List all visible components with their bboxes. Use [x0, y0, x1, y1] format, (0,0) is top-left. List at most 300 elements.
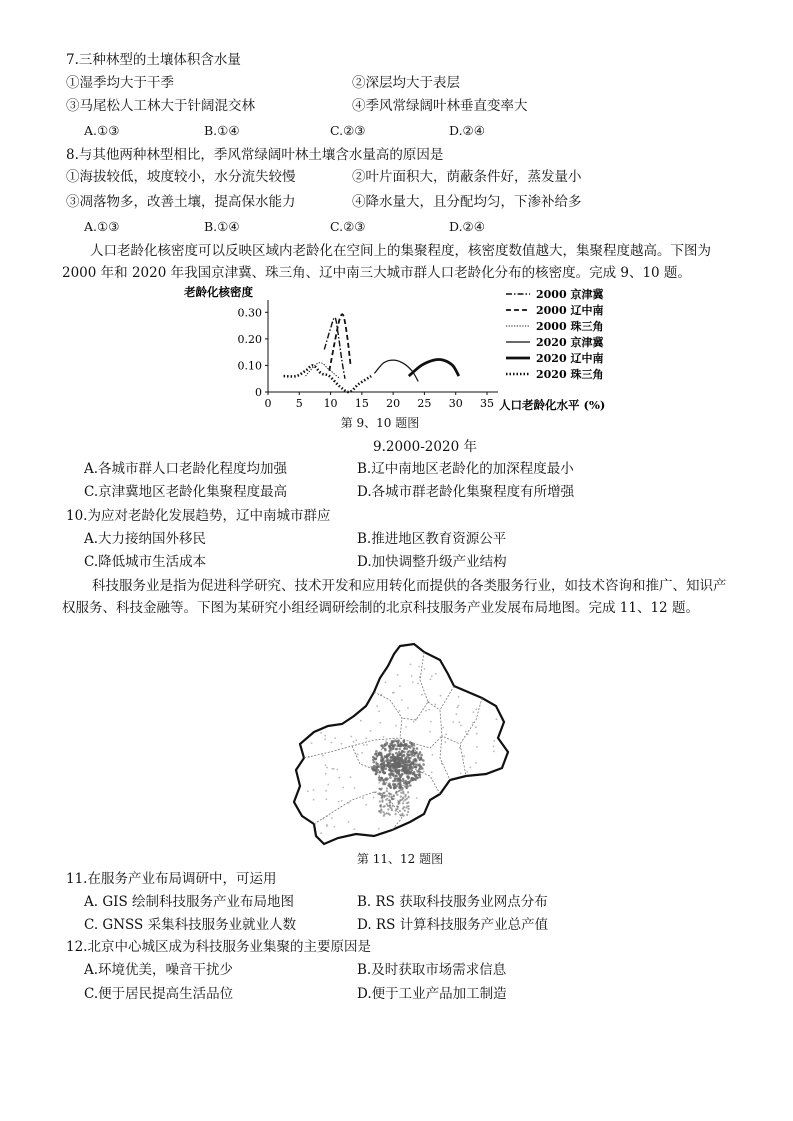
- legend-label: 2020 京津冀: [536, 336, 604, 349]
- service-point: [442, 727, 444, 729]
- service-point: [431, 772, 433, 774]
- service-point: [322, 755, 324, 757]
- service-point: [402, 802, 404, 804]
- service-point: [325, 764, 327, 766]
- service-point: [401, 762, 403, 764]
- service-point: [323, 818, 325, 820]
- service-point: [426, 838, 428, 840]
- service-point: [416, 777, 419, 780]
- service-point: [331, 817, 333, 819]
- service-point: [401, 774, 404, 777]
- service-point: [500, 828, 502, 830]
- service-point: [403, 751, 406, 754]
- service-point: [435, 837, 437, 839]
- service-point: [460, 724, 462, 726]
- q11-choice-d: D. RS 计算科技服务产业总产值: [357, 917, 549, 933]
- service-point: [408, 759, 411, 762]
- q9-choice-a: A.各城市群人口老龄化程度均加强: [84, 461, 288, 477]
- service-point: [375, 773, 378, 776]
- service-point: [374, 754, 376, 756]
- service-point: [380, 694, 382, 696]
- service-point: [486, 777, 488, 779]
- service-point: [313, 799, 315, 801]
- service-point: [418, 773, 421, 776]
- service-point: [407, 791, 409, 793]
- service-point: [378, 782, 380, 784]
- service-point: [385, 777, 388, 780]
- service-point: [387, 762, 390, 765]
- q11-choice-b: B. RS 获取科技服务业网点分布: [357, 894, 548, 910]
- q10-choice-b: B.推进地区教育资源公平: [357, 531, 507, 547]
- service-point: [435, 673, 437, 675]
- service-point: [416, 797, 418, 799]
- service-point: [363, 744, 365, 746]
- service-point: [483, 816, 485, 818]
- service-point: [330, 697, 332, 699]
- service-point: [395, 748, 398, 751]
- service-point: [419, 751, 422, 754]
- service-point: [390, 793, 392, 795]
- service-point: [383, 815, 385, 817]
- service-point: [326, 798, 328, 800]
- service-point: [417, 764, 420, 767]
- service-point: [378, 752, 381, 755]
- x-tick-label: 0: [264, 397, 272, 410]
- service-point: [391, 763, 394, 766]
- service-point: [399, 802, 401, 804]
- service-point: [485, 664, 487, 666]
- service-point: [473, 711, 475, 713]
- service-point: [429, 731, 431, 733]
- service-point: [408, 796, 410, 798]
- service-point: [386, 812, 388, 814]
- service-point: [384, 744, 387, 747]
- x-tick-label: 5: [295, 397, 303, 410]
- service-point: [392, 747, 395, 750]
- service-point: [394, 778, 397, 781]
- service-point: [318, 712, 320, 714]
- q12-choice-c: C.便于居民提高生活品位: [84, 986, 234, 1002]
- service-point: [308, 756, 310, 758]
- service-point: [469, 674, 471, 676]
- legend-label: 2000 京津冀: [536, 288, 604, 301]
- service-point: [305, 693, 307, 695]
- service-point: [396, 808, 398, 810]
- service-point: [399, 810, 401, 812]
- service-point: [311, 742, 313, 744]
- service-point: [411, 769, 414, 772]
- service-point: [441, 763, 443, 765]
- service-point: [403, 740, 406, 743]
- service-point: [307, 790, 309, 792]
- service-point: [398, 766, 401, 769]
- service-point: [305, 730, 307, 732]
- service-point: [388, 792, 390, 794]
- service-point: [428, 709, 430, 711]
- service-point: [487, 668, 489, 670]
- service-point: [392, 753, 395, 756]
- service-point: [491, 820, 493, 822]
- service-point: [380, 789, 382, 791]
- service-point: [385, 767, 388, 770]
- service-point: [348, 802, 350, 804]
- service-point: [399, 685, 401, 687]
- service-point: [396, 780, 399, 783]
- service-point: [362, 797, 364, 799]
- service-point: [310, 671, 312, 673]
- service-point: [408, 754, 411, 757]
- q10-choice-c: C.降低城市生活成本: [84, 554, 207, 570]
- service-point: [387, 808, 389, 810]
- service-point: [378, 776, 381, 779]
- service-point: [310, 714, 312, 716]
- service-point: [399, 757, 402, 760]
- service-point: [397, 756, 399, 758]
- service-point: [361, 752, 363, 754]
- service-point: [390, 786, 393, 789]
- service-point: [327, 784, 329, 786]
- q11-choice-a: A. GIS 绘制科技服务产业布局地图: [84, 894, 294, 910]
- service-point: [411, 675, 413, 677]
- service-point: [395, 766, 398, 769]
- x-tick-label: 15: [354, 397, 369, 410]
- service-point: [469, 766, 471, 768]
- service-point: [419, 771, 422, 774]
- service-point: [401, 789, 403, 791]
- service-point: [397, 783, 400, 786]
- service-point: [404, 765, 406, 767]
- service-point: [383, 772, 386, 775]
- service-point: [381, 797, 383, 799]
- service-point: [475, 726, 477, 728]
- service-point: [384, 795, 386, 797]
- service-point: [460, 798, 462, 800]
- service-point: [396, 794, 398, 796]
- service-point: [395, 813, 397, 815]
- service-point: [415, 766, 418, 769]
- service-point: [364, 670, 366, 672]
- service-point: [402, 780, 405, 783]
- service-point: [377, 755, 379, 757]
- service-point: [423, 825, 425, 827]
- service-point: [424, 668, 426, 670]
- service-point: [422, 763, 425, 766]
- service-point: [379, 793, 381, 795]
- service-point: [326, 816, 328, 818]
- service-point: [400, 753, 403, 756]
- service-point: [407, 811, 409, 813]
- service-point: [378, 710, 380, 712]
- service-point: [458, 705, 460, 707]
- service-point: [334, 676, 336, 678]
- q8-option-1: ①海拔较低，坡度较小，水分流失较慢: [66, 169, 296, 185]
- q8-stem: 8.与其他两种林型相比，季风常绿阔叶林土壤含水量高的原因是: [66, 147, 444, 163]
- q11-stem: 11.在服务产业布局调研中，可运用: [66, 871, 277, 887]
- service-point: [344, 665, 346, 667]
- service-point: [331, 768, 333, 770]
- service-point: [373, 797, 375, 799]
- service-point: [327, 661, 329, 663]
- service-point: [320, 732, 322, 734]
- service-point: [326, 824, 328, 826]
- service-point: [380, 808, 382, 810]
- y-tick-label: 0.20: [237, 332, 262, 346]
- service-point: [388, 773, 391, 776]
- service-point: [387, 805, 389, 807]
- service-point: [437, 830, 439, 832]
- service-point: [383, 806, 385, 808]
- service-point: [452, 836, 454, 838]
- service-point: [404, 757, 407, 760]
- service-point: [354, 787, 356, 789]
- service-point: [348, 716, 350, 718]
- service-point: [333, 768, 335, 770]
- service-point: [391, 740, 394, 743]
- service-point: [412, 749, 415, 752]
- service-point: [472, 785, 474, 787]
- q8-choice-c: C.②③: [330, 219, 366, 234]
- service-point: [395, 791, 397, 793]
- service-point: [456, 713, 458, 715]
- service-point: [406, 783, 409, 786]
- service-point: [360, 720, 362, 722]
- q9-choice-c: C.京津冀地区老龄化集聚程度最高: [84, 484, 288, 500]
- service-point: [333, 686, 335, 688]
- service-point: [338, 801, 340, 803]
- service-point: [458, 721, 460, 723]
- service-point: [423, 771, 425, 773]
- service-point: [405, 726, 407, 728]
- series-line: [284, 365, 372, 392]
- service-point: [467, 785, 469, 787]
- service-point: [386, 795, 388, 797]
- service-point: [419, 776, 422, 779]
- service-point: [331, 665, 333, 667]
- service-point: [336, 769, 338, 771]
- q7-choice-d: D.②④: [449, 123, 485, 138]
- service-point: [393, 761, 396, 764]
- service-point: [405, 764, 408, 767]
- q7-option-1: ①湿季均大于干季: [66, 75, 174, 91]
- service-point: [400, 796, 402, 798]
- service-point: [452, 721, 454, 723]
- beijing-map: [290, 640, 512, 848]
- service-point: [408, 757, 411, 760]
- aging-density-chart: [180, 282, 620, 430]
- service-point: [416, 755, 419, 758]
- service-point: [378, 663, 380, 665]
- x-tick-label: 20: [386, 397, 401, 410]
- service-point: [475, 762, 477, 764]
- service-point: [406, 798, 408, 800]
- q7-option-3: ③马尾松人工林大于针阔混交林: [66, 98, 255, 114]
- service-point: [366, 744, 368, 746]
- service-point: [415, 719, 417, 721]
- service-point: [501, 699, 503, 701]
- service-point: [334, 737, 336, 739]
- service-point: [370, 766, 372, 768]
- service-point: [375, 791, 377, 793]
- service-point: [346, 671, 348, 673]
- service-point: [416, 747, 419, 750]
- service-point: [301, 716, 303, 718]
- service-point: [393, 798, 395, 800]
- service-point: [412, 681, 414, 683]
- service-point: [391, 750, 393, 752]
- service-point: [331, 742, 333, 744]
- service-point: [378, 771, 381, 774]
- service-point: [355, 739, 357, 741]
- service-point: [399, 799, 401, 801]
- service-point: [466, 771, 468, 773]
- service-point: [396, 758, 399, 761]
- service-point: [314, 679, 316, 681]
- service-point: [384, 764, 387, 767]
- service-point: [500, 665, 502, 667]
- service-point: [406, 814, 408, 816]
- y-tick-label: 0.30: [237, 306, 262, 320]
- service-point: [476, 746, 478, 748]
- service-point: [365, 737, 367, 739]
- q10-stem: 10.为应对老龄化发展趋势，辽中南城市群应: [66, 508, 331, 524]
- service-point: [443, 837, 445, 839]
- service-point: [380, 806, 382, 808]
- service-point: [406, 769, 409, 772]
- service-point: [483, 785, 485, 787]
- x-tick-label: 35: [480, 397, 494, 410]
- service-point: [341, 743, 343, 745]
- q7-option-2: ②深层均大于表层: [352, 75, 460, 91]
- service-point: [375, 762, 378, 765]
- service-point: [423, 825, 425, 827]
- service-point: [383, 792, 385, 794]
- service-point: [379, 722, 381, 724]
- service-point: [399, 710, 401, 712]
- service-point: [390, 770, 393, 773]
- service-point: [466, 822, 468, 824]
- service-point: [472, 722, 474, 724]
- service-point: [381, 760, 384, 763]
- q12-choice-d: D.便于工业产品加工制造: [357, 986, 507, 1002]
- service-point: [419, 676, 421, 678]
- service-point: [313, 789, 315, 791]
- service-point: [401, 780, 403, 782]
- service-point: [430, 678, 432, 680]
- service-point: [389, 776, 392, 779]
- service-point: [411, 752, 413, 754]
- service-point: [408, 745, 411, 748]
- q10-choice-d: D.加快调整升级产业结构: [357, 554, 507, 570]
- service-point: [347, 660, 349, 662]
- service-point: [398, 772, 401, 775]
- chart-series: [284, 314, 459, 392]
- service-point: [431, 675, 433, 677]
- service-point: [407, 707, 409, 709]
- q12-choice-b: B.及时获取市场需求信息: [357, 962, 507, 978]
- service-point: [488, 659, 490, 661]
- service-point: [385, 740, 387, 742]
- service-point: [350, 736, 352, 738]
- service-point: [396, 740, 398, 742]
- service-point: [400, 792, 402, 794]
- service-point: [381, 744, 384, 747]
- service-point: [406, 748, 409, 751]
- service-point: [430, 721, 432, 723]
- service-point: [489, 805, 491, 807]
- service-point: [401, 699, 403, 701]
- service-point: [421, 694, 423, 696]
- service-point: [390, 807, 392, 809]
- service-point: [392, 692, 394, 694]
- service-point: [413, 721, 415, 723]
- service-point: [462, 787, 464, 789]
- service-point: [420, 754, 423, 757]
- service-point: [497, 775, 499, 777]
- series-line: [409, 359, 459, 376]
- service-point: [391, 756, 394, 759]
- intro-9-10: 人口老龄化核密度可以反映区域内老龄化在空间上的集聚程度，核密度数值越大，集聚程度越高。下图为 2000 年和 2020 年我国京津冀、珠三角、辽中南三大城市群人口老龄化分布的核密度。完成 9、10 题。: [62, 243, 711, 281]
- service-point: [390, 743, 393, 746]
- map-caption: 第 11、12 题图: [356, 852, 444, 866]
- service-point: [440, 800, 442, 802]
- service-point: [463, 755, 465, 757]
- service-point: [350, 776, 352, 778]
- service-point: [421, 828, 423, 830]
- service-point: [479, 665, 481, 667]
- service-point: [499, 687, 501, 689]
- service-point: [319, 673, 321, 675]
- service-point: [392, 780, 395, 783]
- service-point: [407, 775, 410, 778]
- service-point: [342, 787, 344, 789]
- service-point: [401, 814, 403, 816]
- service-point: [428, 701, 430, 703]
- service-point: [373, 769, 376, 772]
- service-point: [484, 829, 486, 831]
- service-point: [407, 751, 410, 754]
- x-tick-label: 25: [417, 397, 432, 410]
- series-line: [306, 363, 341, 379]
- service-point: [432, 754, 434, 756]
- service-point: [392, 805, 394, 807]
- y-tick-label: 0.10: [237, 359, 262, 373]
- service-point: [415, 752, 418, 755]
- service-point: [388, 795, 390, 797]
- service-point: [416, 761, 418, 763]
- service-point: [386, 787, 388, 789]
- service-point: [341, 800, 343, 802]
- service-point: [327, 670, 329, 672]
- service-point: [342, 673, 344, 675]
- service-point: [397, 806, 399, 808]
- service-point: [467, 689, 469, 691]
- service-point: [420, 756, 423, 759]
- service-point: [397, 674, 399, 676]
- chart-ylabel: 老龄化核密度: [184, 285, 253, 299]
- service-point: [409, 784, 412, 787]
- service-point: [444, 741, 446, 743]
- service-point: [389, 802, 391, 804]
- service-point: [388, 765, 391, 768]
- service-point: [378, 828, 380, 830]
- service-point: [404, 796, 406, 798]
- service-point: [376, 765, 379, 768]
- service-point: [389, 814, 391, 816]
- service-point: [338, 777, 340, 779]
- x-tick-label: 30: [448, 397, 463, 410]
- legend-label: 2000 辽中南: [536, 304, 604, 317]
- service-point: [388, 745, 391, 748]
